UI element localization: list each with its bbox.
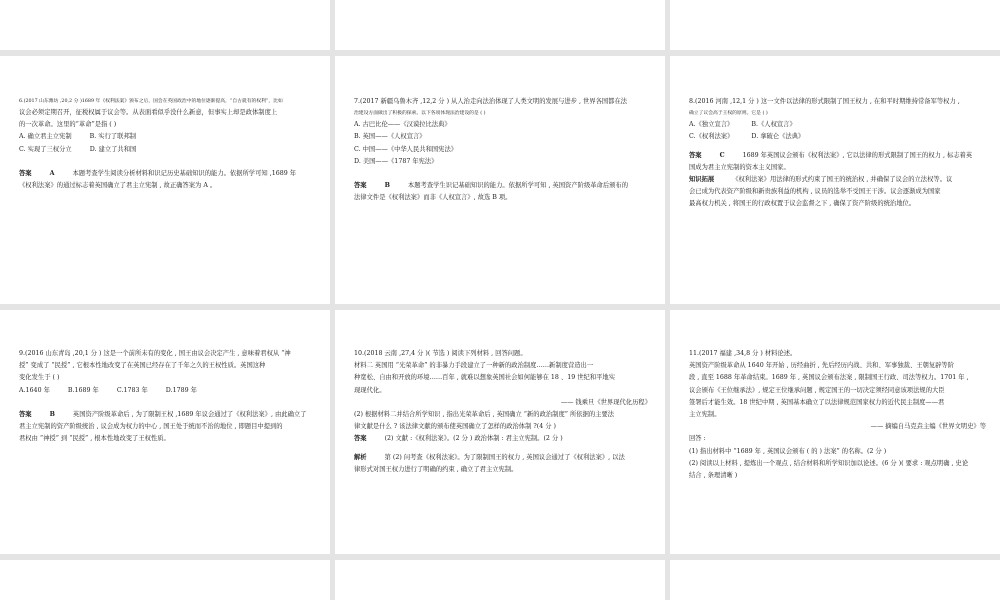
question-10-analysis-cont: 律形式对国王权力进行了明确的约束 , 确立了君主立宪制。 — [354, 465, 518, 473]
answer-label: 答案 — [689, 151, 702, 159]
question-6-stem-1: 6.(2017 山东潍坊 ,20,2 分 )1689 年《权利法案》颁布之后，国会在英国政治中的地位逐渐提高，“自古就有的权利”，比如 — [19, 99, 283, 104]
option-c: C. 实现了三权分立 — [19, 145, 72, 153]
answer-text: (2) 文献 :《权利法案》。(2 分 ) 政治体制 : 君主立宪制。(2 分 ) — [384, 435, 563, 443]
question-9-stem-3: 变化发生于 ( ) — [19, 374, 60, 382]
option-a: A. 确立君主立宪制 — [19, 133, 72, 141]
extension-label: 知识拓展 — [689, 176, 715, 184]
question-10-sub-2: 律文献是什么 ? 该法律文献的颁布使英国确立了怎样的政治体制 ?(4 分 ) — [354, 423, 556, 431]
question-9-stem-1: 9.(2016 山东青岛 ,20,1 分 ) 这是一个前所未有的变化 , 国王由议会决定产生 , 意味着君权从 “神 — [19, 350, 291, 357]
extension-text-2: 会已成为代表资产阶级和新贵族利益的机构 , 议员的选举不受国王干涉。议会逐渐成为国家 — [689, 188, 941, 196]
question-11-material-5: 主立宪制。 — [689, 411, 721, 419]
question-9-card — [0, 310, 330, 554]
answer-key: B — [384, 182, 390, 190]
question-7-answer-cont: 法律文件是《权利法案》而非《人权宣言》, 故选 B 项。 — [354, 194, 512, 202]
question-6-stem-2: 议会必须定期召开，征税权属于议会等。从表面看似乎没什么新意，但事实上却是政体制度上 — [19, 109, 278, 116]
card-bottom-right — [670, 560, 1000, 600]
question-10-card — [335, 310, 665, 554]
answer-text: 本题考查学生识记基础知识的能力。依据所学可知 , 英国资产阶级革命后颁布的 — [407, 182, 629, 190]
answer-text: 英国资产阶级革命后 , 为了限制王权 ,1689 年议会通过了《权利法案》, 由此确立了 — [72, 410, 307, 418]
question-8-options-ab — [689, 119, 986, 131]
question-6-answer-cont: 《权利法案》的通过标志着英国确立了君主立宪制 , 故正确答案为 A 。 — [19, 182, 217, 190]
question-11-sub-1: (1) 指出材料中 “1689 年 , 英国议会颁布 ( 的 ) 法案” 的名称。(2 分 ) — [689, 447, 887, 455]
question-11-material-2: 段 , 直至 1688 年革命结束。1689 年 , 英国议会颁布法案 , 限制国王行政、司法等权力。1701 年 , — [689, 374, 969, 382]
answer-label: 答案 — [19, 410, 32, 418]
question-9-answer-cont-1: 君主立宪制的资产阶级统治 , 议会成为权力的中心 , 国王处于统而不治的地位 , 即题目中提到的 — [19, 423, 283, 431]
question-11-stem-1: 11.(2017 福建 ,34,8 分 ) 材料论述。 — [689, 350, 797, 357]
answer-label: 答案 — [354, 435, 367, 443]
question-8-extension — [689, 174, 986, 186]
option-d: D.1789 年 — [165, 386, 197, 394]
card-bottom-middle — [335, 560, 665, 600]
option-b: B. 实行了联邦制 — [89, 133, 137, 141]
question-6-answer — [19, 168, 316, 180]
question-8-options-cd — [689, 131, 986, 143]
option-b: B.1689 年 — [67, 386, 99, 394]
question-11-material-3: 议会颁布《王位继承法》, 规定王位继承问题 , 规定国王的一切决定须经同意该项法规的大臣 — [689, 386, 945, 394]
question-11-sub-2: (2) 阅读以上材料 , 提炼出一个观点 , 结合材料和所学知识加以论述。(6 分 )( 要求 : 观点明确 , 史论 — [689, 459, 969, 467]
option-a: A. 古巴比伦——《汉谟拉比法典》 — [354, 121, 451, 129]
option-d: D. 拿破仑《法典》 — [751, 133, 805, 141]
question-9-options — [19, 385, 316, 397]
question-8-stem-2: 确立了议会高于王权的原则。它是 ( ) — [689, 111, 768, 117]
analysis-text: 第 (2) 问考查《权利法案》。为了限制国王的权力 , 英国议会通过了《权利法案》, 以法 — [384, 453, 625, 461]
answer-key: C — [719, 151, 725, 159]
question-9-answer-cont-2: 君权由 “神授” 到 “民授” , 根本性地改变了王权性质。 — [19, 435, 170, 443]
question-11-source: —— 摘编自马克垚主编《世界文明史》等 — [870, 423, 986, 431]
question-10-material-3: 现现代化。 — [354, 386, 386, 394]
option-d: D. 建立了共和国 — [89, 145, 137, 153]
extension-text-1: 《权利法案》用法律的形式约束了国王的统治权 , 并确保了议会的立法权等。议 — [732, 176, 953, 184]
question-11-material-4: 签署后才能生效。18 世纪中期 , 英国基本确立了以法律规范国家权力的近代民主制度——君 — [689, 398, 945, 406]
analysis-label: 解析 — [354, 453, 367, 461]
question-8-stem-1: 8.(2016 河南 ,12,1 分 ) 这一文件以法律的形式限制了国王权力 , 在和平时期维持常备军等权力 , — [689, 98, 960, 105]
question-8-answer — [689, 150, 986, 162]
question-8-answer-cont: 国成为君主立宪制的资本主义国家。 — [689, 163, 790, 171]
question-9-stem-2: 授” 变成了 “民授” , 它根本性地改变了在英国已经存在了千年之久的王权性质。英国这种 — [19, 362, 266, 370]
answer-text: 本题考查学生阅读分析材料和识记历史基础知识的能力。依据所学可知 ,1689 年 — [72, 169, 297, 177]
option-c: C.1783 年 — [116, 386, 148, 394]
option-a: A.《独立宣言》 — [689, 121, 734, 129]
option-c: C.《权利法案》 — [689, 133, 734, 141]
answer-text: 1689 年英国议会颁布《权利法案》, 它以法律的形式限制了国王的权力 , 标志着英 — [742, 151, 973, 159]
card-top-right — [670, 0, 1000, 50]
question-10-analysis — [354, 452, 651, 464]
answer-label: 答案 — [354, 182, 367, 190]
answer-key: B — [49, 410, 55, 418]
question-6-options-cd — [19, 144, 316, 156]
answer-key: A — [49, 169, 55, 177]
question-7-card — [335, 56, 665, 304]
question-11-prompt: 回答 : — [689, 435, 706, 443]
question-11-material-1: 英国资产阶级革命从 1640 年开始 , 历经曲折 , 先后经历内战、共和、军事独裁、王朝复辟等阶 — [689, 362, 955, 370]
question-10-answer — [354, 433, 651, 445]
question-10-source: —— 钱乘旦《世界现代化历程》 — [560, 398, 651, 406]
answer-label: 答案 — [19, 169, 32, 177]
option-b: B.《人权宣言》 — [751, 121, 796, 129]
card-bottom-left — [0, 560, 330, 600]
option-a: A.1640 年 — [19, 386, 50, 394]
question-7-stem-2: 治建设方面做出了积极的探索。以下各项体现法治建设的是 ( ) — [354, 111, 486, 117]
question-6-stem-3: 的一次革命。这里的“革命”是指 ( ) — [19, 121, 117, 129]
card-top-middle — [335, 0, 665, 50]
extension-text-3: 最高权力机关 , 将国王的行政权置于议会监督之下 , 确保了资产阶级的统治地位。 — [689, 200, 916, 208]
question-6-options-ab — [19, 131, 316, 143]
option-b: B. 英国——《人权宣言》 — [354, 133, 426, 141]
card-top-left — [0, 0, 330, 50]
option-d: D. 美国——《1787 年宪法》 — [354, 157, 438, 165]
question-8-card — [670, 56, 1000, 304]
question-7-answer — [354, 180, 651, 192]
option-c: C. 中国——《中华人民共和国宪法》 — [354, 145, 458, 153]
question-9-answer — [19, 409, 316, 421]
question-7-stem-1: 7.(2017 新疆乌鲁木齐 ,12,2 分 ) 从人治走向法治体现了人类文明的发展与进步 , 世界各国都在法 — [354, 98, 628, 105]
question-10-material-1: 材料二 英国用 “光荣革命” 的非暴力手段建立了一种新的政治制度……新制度营造出一 — [354, 362, 594, 370]
question-10-sub-1: (2) 根据材料二并结合所学知识 , 指出光荣革命后 , 英国确立 “新的政治制度” 所依据的主要法 — [354, 411, 615, 419]
question-10-material-2: 种宽松、自由和开放的环境……百年 , 就难以想象英国社会如何能够在 18 、19 世纪和平地实 — [354, 374, 616, 382]
question-11-card — [670, 310, 1000, 554]
question-6-card — [0, 56, 330, 304]
question-10-stem-1: 10.(2018 云南 ,27,4 分 )( 节选 ) 阅读下列材料 , 回答问题。 — [354, 350, 527, 357]
question-11-sub-2-cont: 结合 , 条理清晰 ) — [689, 472, 738, 480]
